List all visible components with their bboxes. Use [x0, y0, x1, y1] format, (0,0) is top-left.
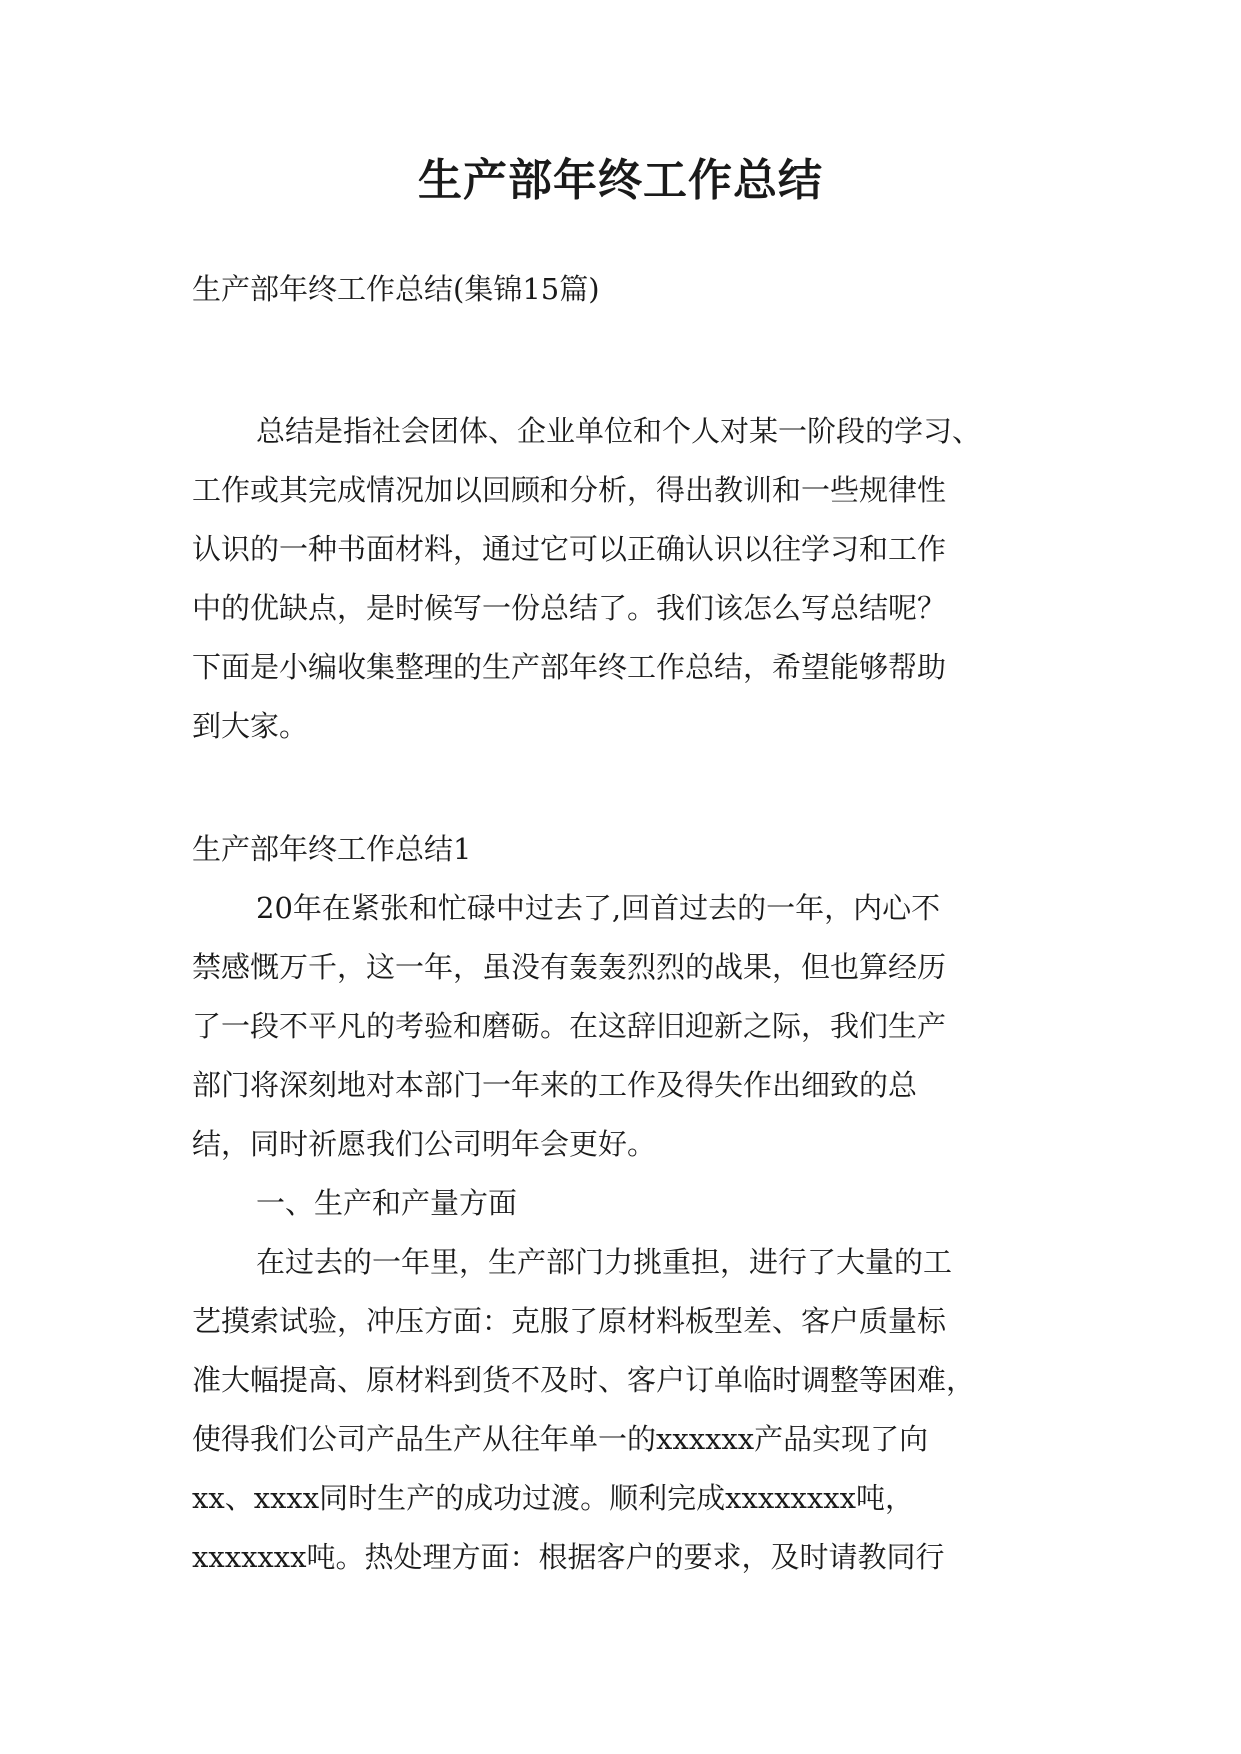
intro-line: 总结是指社会团体、企业单位和个人对某一阶段的学习、 [256, 414, 982, 448]
subtitle-text: 生产部年终工作总结(集锦15篇) [192, 272, 600, 306]
section-line: 准大幅提高、原材料到货不及时、客户订单临时调整等困难， [192, 1363, 976, 1397]
intro-line: 工作或其完成情况加以回顾和分析，得出教训和一些规律性 [192, 473, 947, 507]
intro-line: 到大家。 [192, 709, 309, 743]
section-line: 20年在紧张和忙碌中过去了,回首过去的一年，内心不 [256, 891, 941, 925]
section-line: xx、xxxx同时生产的成功过渡。顺利完成xxxxxxxx吨， [192, 1481, 914, 1515]
section-heading: 生产部年终工作总结1 [192, 832, 472, 866]
section-line: 结，同时祈愿我们公司明年会更好。 [192, 1127, 657, 1161]
section-line: 使得我们公司产品生产从往年单一的xxxxxx产品实现了向 [192, 1422, 929, 1456]
intro-line: 认识的一种书面材料，通过它可以正确认识以往学习和工作 [192, 532, 947, 566]
section-1 [192, 820, 1050, 1587]
intro-line: 下面是小编收集整理的生产部年终工作总结，希望能够帮助 [192, 650, 947, 684]
document-subtitle [192, 260, 1050, 319]
section-line: 在过去的一年里，生产部门力挑重担，进行了大量的工 [256, 1245, 953, 1279]
section-line: 了一段不平凡的考验和磨砺。在这辞旧迎新之际，我们生产 [192, 1009, 947, 1043]
section-line: 部门将深刻地对本部门一年来的工作及得失作出细致的总 [192, 1068, 918, 1102]
section-line: xxxxxxx吨。热处理方面：根据客户的要求，及时请教同行 [192, 1540, 945, 1574]
section-line: 艺摸索试验，冲压方面：克服了原材料板型差、客户质量标 [192, 1304, 947, 1338]
intro-paragraph [192, 402, 1050, 756]
intro-line: 中的优缺点，是时候写一份总结了。我们该怎么写总结呢？ [192, 591, 947, 625]
section-subheading: 一、生产和产量方面 [256, 1186, 518, 1220]
section-line: 禁感慨万千，这一年，虽没有轰轰烈烈的战果，但也算经历 [192, 950, 947, 984]
document-title: 生产部年终工作总结 [418, 155, 823, 206]
